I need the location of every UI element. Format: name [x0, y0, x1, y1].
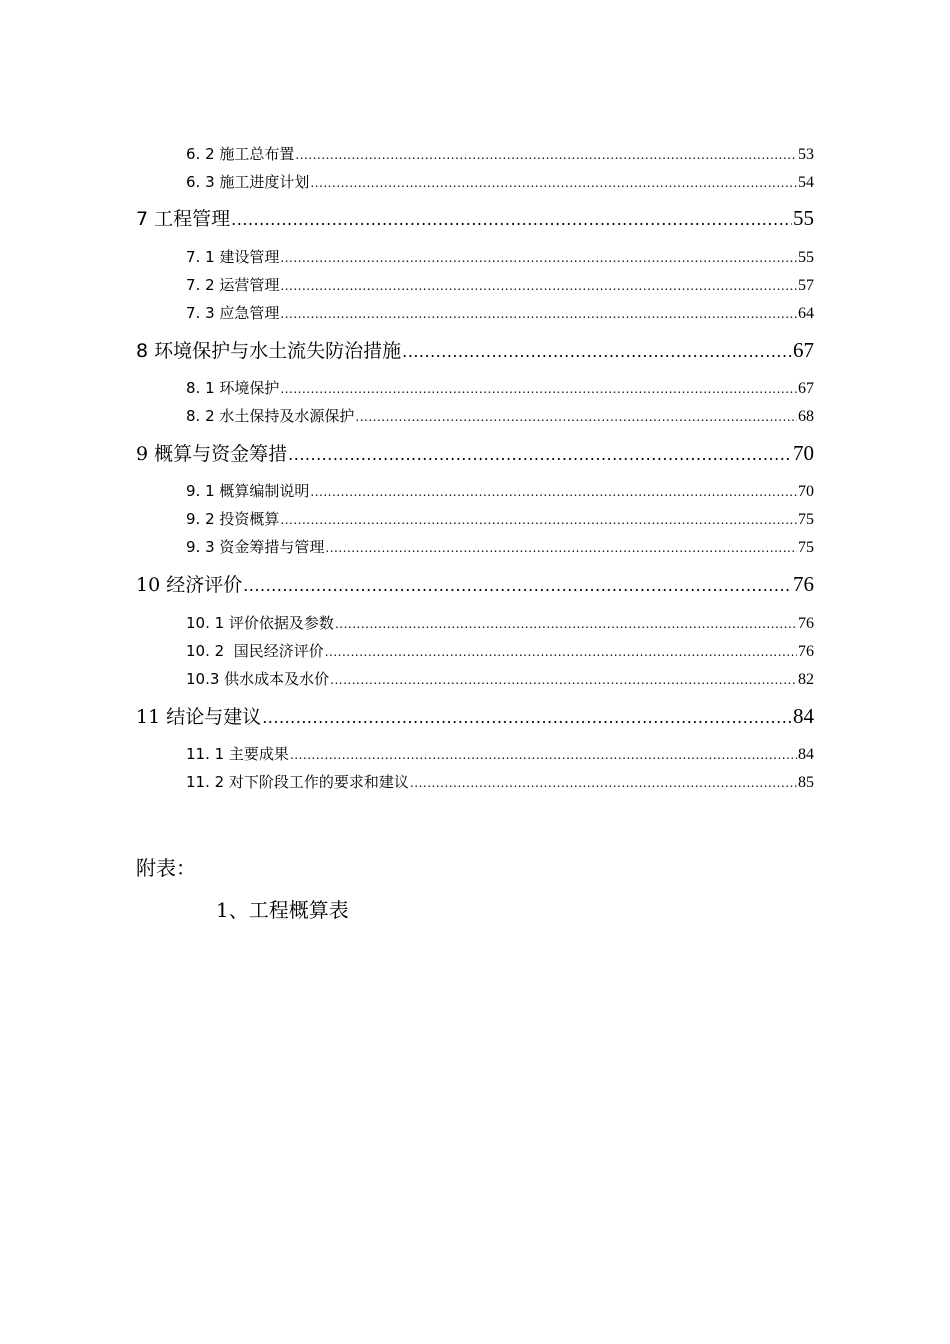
toc-page-number: 57 [798, 277, 814, 294]
toc-page-number: 70 [798, 483, 814, 500]
toc-entry-6-3[interactable] [186, 171, 814, 192]
toc-page-number: 67 [793, 338, 814, 362]
dot-leader [310, 481, 797, 500]
toc-chapter-label: 10 经济评价 [136, 574, 243, 596]
dot-leader [288, 441, 792, 465]
toc-chapter-7[interactable] [136, 204, 814, 231]
toc-page-number: 75 [798, 511, 814, 528]
toc-entry-10-3[interactable] [186, 668, 814, 689]
toc-page-number: 70 [793, 441, 814, 465]
toc-entry-label: 8. 1 环境保护 [186, 379, 280, 397]
toc-entry-label: 9. 2 投资概算 [186, 510, 280, 528]
toc-chapter-10[interactable] [136, 570, 814, 597]
toc-page-number: 84 [793, 704, 814, 728]
dot-leader [355, 406, 797, 425]
dot-leader [262, 704, 792, 728]
toc-entry-label: 6. 3 施工进度计划 [186, 173, 310, 191]
appendix-item-1: 1、工程概算表 [216, 898, 349, 922]
toc-page-number: 75 [798, 539, 814, 556]
toc-chapter-label: 11 结论与建议 [136, 706, 262, 728]
toc-entry-label: 10. 2 国民经济评价 [186, 642, 324, 660]
toc-page-number: 76 [798, 615, 814, 632]
toc-entry-8-2[interactable] [186, 405, 814, 426]
toc-entry-label: 10. 1 评价依据及参数 [186, 614, 334, 632]
toc-entry-label: 6. 2 施工总布置 [186, 145, 295, 163]
toc-entry-6-2[interactable] [186, 143, 814, 164]
dot-leader [280, 247, 797, 266]
dot-leader [325, 537, 797, 556]
toc-entry-label: 11. 2 对下阶段工作的要求和建议 [186, 773, 409, 791]
toc-chapter-label: 8 环境保护与水土流失防治措施 [136, 340, 402, 362]
dot-leader [310, 172, 797, 191]
dot-leader [330, 669, 797, 688]
toc-entry-10-2[interactable] [186, 640, 814, 661]
toc-chapter-8[interactable] [136, 336, 814, 363]
toc-page-number: 54 [798, 174, 814, 191]
appendix-heading: 附表： [136, 856, 196, 880]
toc-chapter-label: 9 概算与资金筹措 [136, 443, 288, 465]
dot-leader [295, 144, 797, 163]
dot-leader [280, 509, 797, 528]
toc-page-number: 53 [798, 146, 814, 163]
toc-entry-label: 11. 1 主要成果 [186, 745, 289, 763]
toc-entry-label: 7. 3 应急管理 [186, 304, 280, 322]
toc-entry-9-3[interactable] [186, 536, 814, 557]
dot-leader [335, 613, 797, 632]
toc-entry-label: 10.3 供水成本及水价 [186, 670, 330, 688]
dot-leader [290, 744, 797, 763]
dot-leader [280, 303, 797, 322]
dot-leader [402, 338, 792, 362]
dot-leader [231, 206, 792, 230]
dot-leader [325, 641, 797, 660]
toc-page-number: 84 [798, 746, 814, 763]
dot-leader [243, 572, 792, 596]
toc-entry-7-2[interactable] [186, 274, 814, 295]
toc-entry-9-2[interactable] [186, 508, 814, 529]
toc-chapter-label: 7 工程管理 [136, 208, 231, 230]
toc-entry-11-2[interactable] [186, 771, 814, 792]
toc-page-number: 85 [798, 774, 814, 791]
toc-entry-label: 9. 3 资金筹措与管理 [186, 538, 325, 556]
toc-page-number: 76 [798, 643, 814, 660]
toc-page-number: 68 [798, 408, 814, 425]
toc-entry-8-1[interactable] [186, 377, 814, 398]
toc-entry-label: 9. 1 概算编制说明 [186, 482, 310, 500]
dot-leader [280, 378, 797, 397]
toc-entry-10-1[interactable] [186, 612, 814, 633]
toc-entry-label: 8. 2 水土保持及水源保护 [186, 407, 355, 425]
toc-page-number: 82 [798, 671, 814, 688]
toc-entry-11-1[interactable] [186, 743, 814, 764]
toc-page-number: 67 [798, 380, 814, 397]
dot-leader [410, 772, 797, 791]
toc-page-number: 55 [798, 249, 814, 266]
toc-entry-9-1[interactable] [186, 480, 814, 501]
toc-entry-7-1[interactable] [186, 246, 814, 267]
toc-chapter-9[interactable] [136, 439, 814, 466]
toc-page-number: 64 [798, 305, 814, 322]
toc-chapter-11[interactable] [136, 702, 814, 729]
toc-page-number: 76 [793, 572, 814, 596]
toc-entry-label: 7. 1 建设管理 [186, 248, 280, 266]
toc-entry-7-3[interactable] [186, 302, 814, 323]
dot-leader [280, 275, 797, 294]
toc-entry-label: 7. 2 运营管理 [186, 276, 280, 294]
toc-page-number: 55 [793, 206, 814, 230]
